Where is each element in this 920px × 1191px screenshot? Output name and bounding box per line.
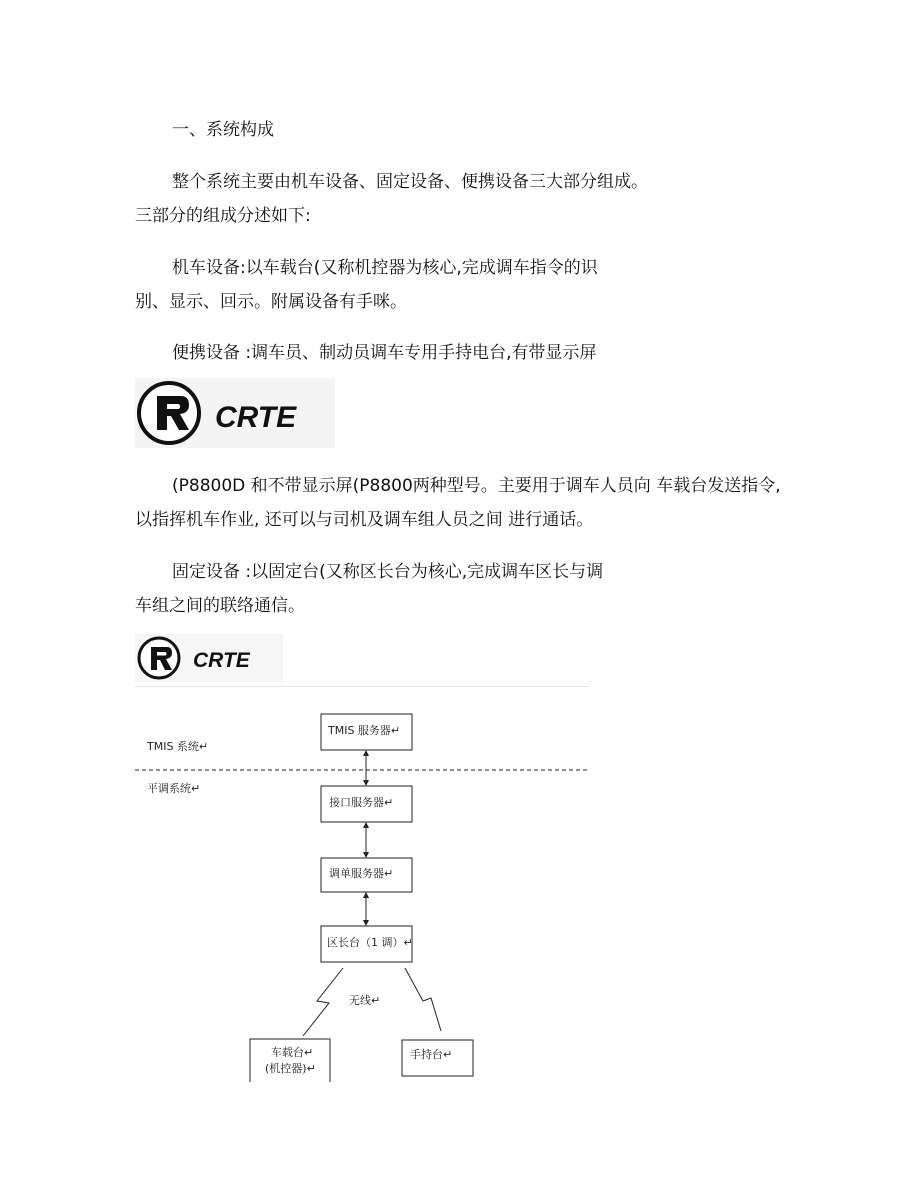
crte-logo [135,378,335,448]
paragraph-line: 车组之间的联络通信。 [135,596,305,616]
logo-text: CRTE [193,649,250,672]
node-label: 区长台（1 调）↵ [327,936,413,949]
section-heading: 一、系统构成 [172,120,274,140]
wireless-label: 无线↵ [349,994,381,1007]
node-interface-server [321,786,412,822]
paragraph-line: (P8800D 和不带显示屏(P8800两种型号。主要用于调车人员向 车载台发送指令, [172,476,781,496]
node-label: TMIS 服务器↵ [328,724,401,737]
node-label: 手持台↵ [410,1048,453,1061]
node-dispatch-server [321,858,412,892]
paragraph-line: 三部分的组成分述如下: [135,206,311,226]
paragraph-line: 整个系统主要由机车设备、固定设备、便携设备三大部分组成。 [172,172,648,192]
paragraph-line: 便携设备 :调车员、制动员调车专用手持电台,有带显示屏 [172,343,597,363]
paragraph-line: 以指挥机车作业, 还可以与司机及调车组人员之间 进行通话。 [135,510,594,530]
node-section-chief-station [321,926,413,962]
system-architecture-diagram [135,686,589,1082]
crte-logo [135,634,283,682]
node-handheld [402,1040,473,1076]
paragraph-line: 别、显示、回示。附属设备有手咪。 [135,292,407,312]
node-label: 调单服务器↵ [329,867,394,880]
node-label: (机控器)↵ [265,1062,316,1075]
zone-label-tmis: TMIS 系统↵ [147,740,209,753]
node-label: 车载台↵ [271,1046,314,1059]
paragraph-line: 机车设备:以车载台(又称机控器为核心,完成调车指令的识 [172,258,598,278]
logo-text: CRTE [215,401,297,434]
zone-label-dispatch: 平调系统↵ [147,782,201,795]
paragraph-line: 固定设备 :以固定台(又称区长台为核心,完成调车区长与调 [172,562,604,582]
node-tmis-server [321,714,412,750]
node-vehicle-station [250,1039,330,1082]
node-label: 接口服务器↵ [329,796,394,809]
